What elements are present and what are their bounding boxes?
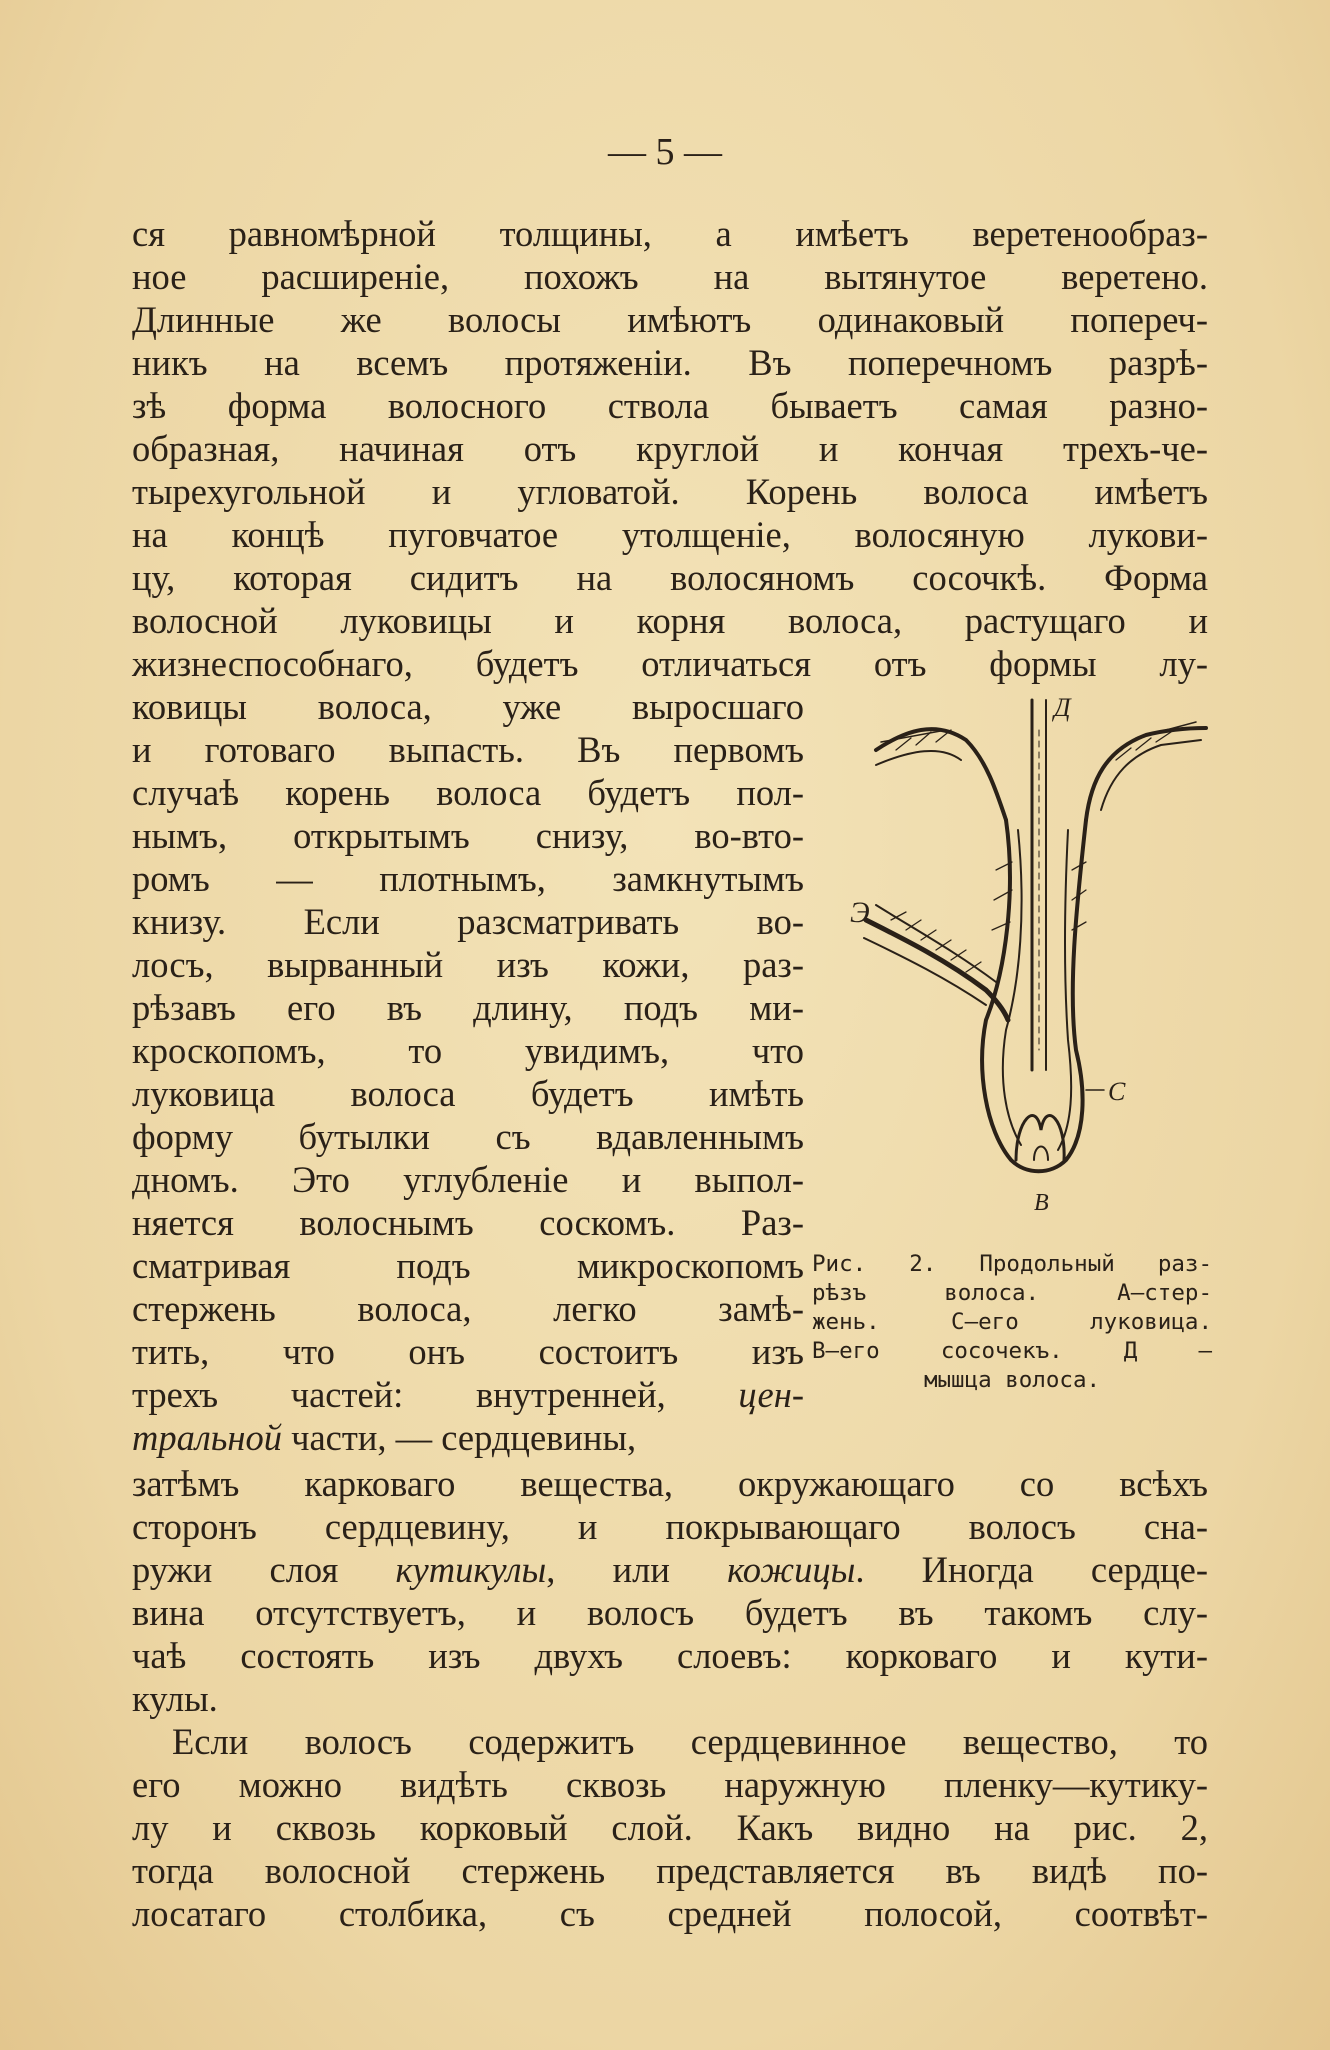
text-line: случаѣ корень волоса будетъ пол-	[132, 772, 804, 813]
figure-label-bottom: В	[1034, 1190, 1049, 1216]
line-text: трехъ частей: внутренней,	[132, 1374, 739, 1415]
text-block-top	[132, 212, 1208, 685]
text-line: тогда волосной стержень представляется въ видѣ по-	[132, 1850, 1208, 1891]
text-line: сторонъ сердцевину, и покрывающаго волосъ сна-	[132, 1506, 1208, 1547]
text-line: ковицы волоса, уже выросшаго	[132, 686, 804, 727]
text-line: форму бутылки съ вдавленнымъ	[132, 1116, 804, 1157]
text-line: Длинные же волосы имѣютъ одинаковый попереч-	[132, 299, 1208, 340]
line-text: части, — сердцевины,	[282, 1417, 637, 1458]
text-line: никъ на всемъ протяженiи. Въ поперечномъ разрѣ-	[132, 342, 1208, 383]
text-line: образная, начиная отъ круглой и кончая трехъ-че-	[132, 428, 1208, 469]
italic-word: кожицы	[727, 1549, 856, 1590]
hair-follicle-figure	[836, 690, 1216, 1250]
text-line: затѣмъ карковаго вещества, окружающаго со всѣхъ	[132, 1463, 1208, 1504]
text-line: ся равномѣрной толщины, а имѣетъ веретенообраз-	[132, 213, 1208, 254]
caption-line: жень. С—его луковица.	[812, 1309, 1212, 1335]
text-line: цу, которая сидитъ на волосяномъ сосочкѣ. Форма	[132, 557, 1208, 598]
text-line: Если волосъ содержитъ сердцевинное вещество, то	[172, 1721, 1208, 1762]
text-line: и готоваго выпасть. Въ первомъ	[132, 729, 804, 770]
text-line: волосной луковицы и корня волоса, растущаго и	[132, 600, 1208, 641]
text-line: на концѣ пуговчатое утолщенiе, волосяную лукови-	[132, 514, 1208, 555]
text-line: чаѣ состоять изъ двухъ слоевъ: корковаго и кути-	[132, 1635, 1208, 1676]
text-line: тырехугольной и угловатой. Корень волоса имѣетъ	[132, 471, 1208, 512]
caption-line: В—его сосочекъ. Д —	[812, 1338, 1212, 1364]
text-line: кулы.	[132, 1678, 218, 1719]
text-line: ное расширенiе, похожъ на вытянутое веретено.	[132, 256, 1208, 297]
page-number: — 5 —	[608, 131, 722, 173]
text-line: кроскопомъ, то увидимъ, что	[132, 1030, 804, 1071]
caption-line: рѣзъ волоса. А—стер-	[812, 1280, 1212, 1306]
text-block-left-column	[132, 685, 804, 1459]
text-line: жизнеспособнаго, будетъ отличаться отъ формы лу-	[132, 643, 1208, 684]
figure-label-left: Э	[850, 896, 870, 929]
line-text: . Иногда сердце-	[855, 1549, 1208, 1590]
text-line: луковица волоса будетъ имѣть	[132, 1073, 804, 1114]
text-line: книзу. Если разсматривать во-	[132, 901, 804, 942]
text-line: его можно видѣть сквозь наружную пленку—кутику-	[132, 1764, 1208, 1805]
figure-label-right: С	[1108, 1077, 1126, 1106]
caption-line: Рис. 2. Продольный раз-	[812, 1251, 1212, 1277]
line-text: , или	[546, 1549, 728, 1590]
italic-word: кутикулы	[395, 1549, 547, 1590]
text-line: стержень волоса, легко замѣ-	[132, 1288, 804, 1329]
text-line: рѣзавъ его въ длину, подъ ми-	[132, 987, 804, 1028]
text-line: лосъ, вырванный изъ кожи, раз-	[132, 944, 804, 985]
text-line: ромъ — плотнымъ, замкнутымъ	[132, 858, 804, 899]
italic-word: цен-	[738, 1374, 804, 1415]
text-line	[132, 1373, 804, 1416]
figure-label-top: Д	[1054, 693, 1071, 722]
text-line: вина отсутствуетъ, и волосъ будетъ въ такомъ слу-	[132, 1592, 1208, 1633]
figure-caption	[812, 1250, 1212, 1395]
text-line: тить, что онъ состоитъ изъ	[132, 1331, 804, 1372]
text-line: лосатаго столбика, съ средней полосой, соотвѣт-	[132, 1893, 1208, 1934]
text-block-bottom	[132, 1462, 1208, 1935]
text-line	[132, 1416, 804, 1459]
text-line: няется волоснымъ соскомъ. Раз-	[132, 1202, 804, 1243]
text-line	[132, 1548, 1208, 1591]
text-line: сматривая подъ микроскопомъ	[132, 1245, 804, 1286]
italic-word: тральной	[132, 1417, 282, 1458]
line-text: ружи слоя	[132, 1549, 396, 1590]
text-line: дномъ. Это углубленiе и выпол-	[132, 1159, 804, 1200]
text-line: зѣ форма волосного ствола бываетъ самая разно-	[132, 385, 1208, 426]
text-line: лу и сквозь корковый слой. Какъ видно на рис. 2,	[132, 1807, 1208, 1848]
caption-line: мышца волоса.	[923, 1367, 1101, 1393]
text-line: нымъ, открытымъ снизу, во-вто-	[132, 815, 804, 856]
